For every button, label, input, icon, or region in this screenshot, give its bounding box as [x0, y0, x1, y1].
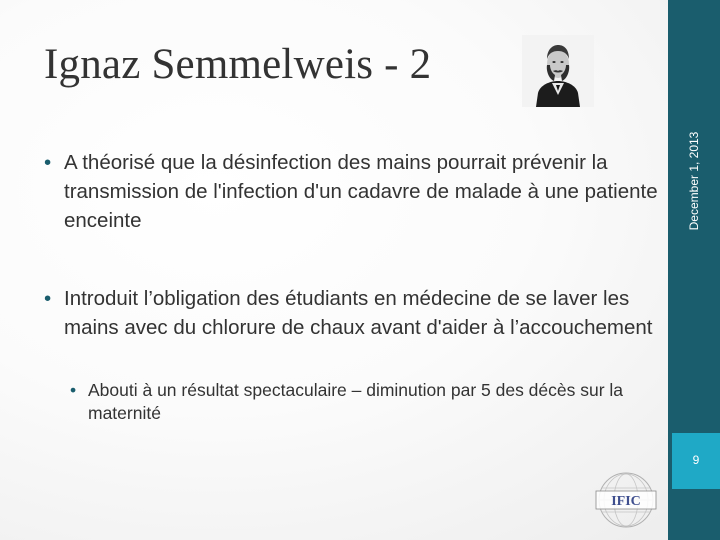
- bullet-text: Abouti à un résultat spectaculaire – diminution par 5 des décès sur la maternité: [88, 380, 624, 423]
- bullet-text: Introduit l’obligation des étudiants en médecine de se laver les mains avec du chlorure de chaux avant d'aider à l’accouchement: [64, 287, 653, 339]
- page-number-box: [672, 433, 720, 489]
- bullet-dot-icon: •: [44, 287, 52, 310]
- portrait-image: [522, 35, 594, 107]
- bullet-dot-icon: •: [70, 380, 77, 400]
- bullet-item: [44, 284, 684, 342]
- bullet-text: A théorisé que la désinfection des mains pourrait prévenir la transmission de l'infection d'un cadavre de malade à une patiente enceinte: [64, 151, 658, 232]
- ific-logo: [590, 470, 662, 530]
- bullet-dot-icon: •: [44, 151, 52, 174]
- bullet-item: [44, 148, 684, 235]
- sub-bullet-item: [70, 379, 648, 425]
- page-number: 9: [692, 453, 700, 467]
- slide-title: Ignaz Semmelweis - 2: [44, 41, 432, 88]
- date-text: December 1, 2013: [687, 131, 701, 231]
- svg-text:IFIC: IFIC: [611, 494, 641, 509]
